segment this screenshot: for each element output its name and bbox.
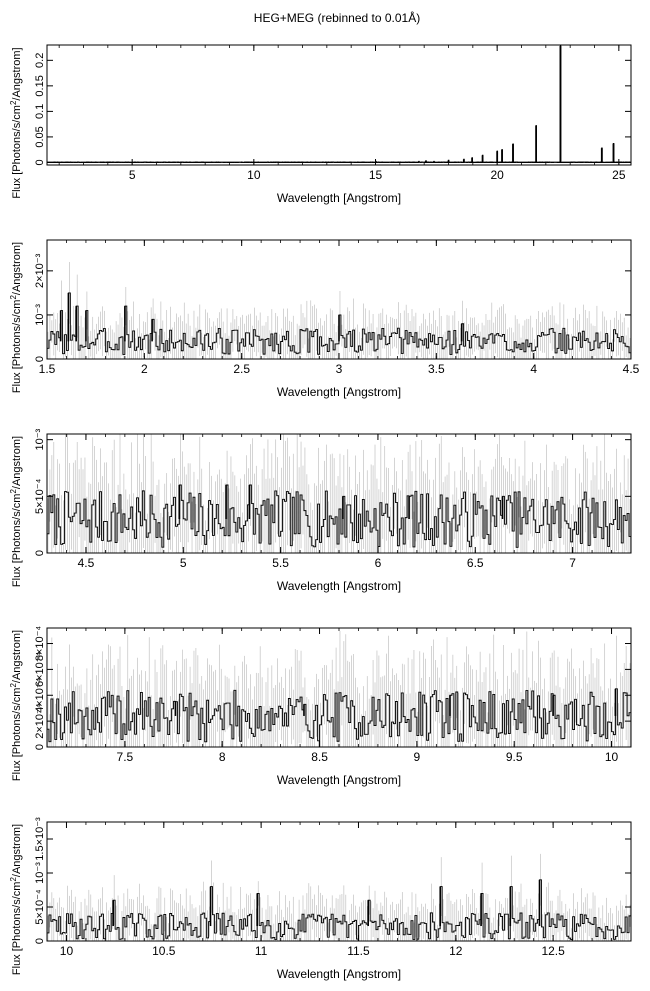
spectrum-panel-2 [9, 240, 640, 399]
x-tick-label: 2 [140, 362, 148, 376]
spectrum-trace [47, 689, 631, 742]
x-tick-label: 2.5 [233, 362, 251, 376]
y-tick-label: 0 [33, 159, 46, 166]
y-tick-label: 0.1 [34, 103, 47, 120]
x-tick-label: 9.5 [505, 750, 523, 764]
x-tick-label: 5 [128, 168, 136, 182]
x-tick-label: 25 [612, 168, 626, 182]
error-bars [48, 262, 630, 359]
spectrum-trace [47, 485, 631, 547]
x-tick-label: 8 [218, 750, 226, 764]
x-tick-label: 3 [335, 362, 343, 376]
spectrum-trace [47, 880, 631, 940]
x-tick-label: 10 [59, 944, 74, 958]
figure-title: HEG+MEG (rebinned to 0.01Å) [253, 11, 421, 25]
x-tick-label: 10.5 [152, 944, 176, 958]
x-axis-label: Wavelength [Angstrom] [276, 579, 402, 593]
x-axis-label: Wavelength [Angstrom] [276, 385, 402, 399]
x-tick-label: 4 [530, 362, 538, 376]
spectrum-trace [47, 46, 631, 162]
y-tick-label: 10⁻³ [33, 304, 46, 326]
y-tick-label: 5×10⁻⁴ [34, 889, 46, 925]
y-tick-label: 0.15 [34, 75, 47, 97]
x-axis-label: Wavelength [Angstrom] [276, 773, 402, 787]
error-bars [48, 854, 630, 941]
y-tick-label: 0 [34, 743, 46, 751]
x-tick-label: 7 [569, 556, 576, 570]
x-tick-label: 9 [413, 750, 421, 764]
y-tick-label: 6×10⁻⁴ [34, 651, 47, 688]
x-axis-label: Wavelength [Angstrom] [276, 967, 402, 981]
x-tick-label: 10 [247, 168, 261, 182]
y-tick-label: 2×10⁻³ [34, 253, 47, 288]
y-axis-label: Flux $[Photons/s/cm^2/Angstrom]$ [9, 823, 23, 976]
y-tick-label: 0.2 [33, 52, 46, 68]
x-tick-label: 8.5 [311, 750, 328, 764]
x-tick-label: 12 [449, 944, 463, 958]
spectrum-panels [9, 45, 640, 981]
x-axis-label: Wavelength [Angstrom] [276, 191, 402, 205]
y-tick-label: 1.5×10⁻³ [34, 817, 46, 861]
x-tick-label: 1.5 [38, 362, 56, 376]
x-tick-label: 4.5 [77, 556, 95, 570]
y-axis-label: Flux $[Photons/s/cm^2/Angstrom]$ [9, 47, 23, 199]
x-tick-label: 11 [254, 944, 268, 958]
y-tick-label: 0 [34, 937, 46, 945]
spectrum-panel-3 [9, 428, 631, 593]
y-tick-label: 5×10⁻⁴ [34, 478, 47, 514]
x-tick-label: 10 [604, 750, 619, 764]
x-tick-label: 6 [374, 556, 382, 570]
y-tick-label: 8×10⁻⁴ [34, 625, 47, 662]
x-tick-label: 20 [490, 168, 504, 182]
y-tick-label: 0 [34, 355, 46, 363]
spectrum-panel-1 [9, 45, 631, 205]
y-tick-label: 10⁻³ [34, 862, 46, 884]
y-tick-label: 0.05 [34, 126, 47, 148]
x-tick-label: 7.5 [116, 750, 134, 764]
y-axis-label: Flux $[Photons/s/cm^2/Angstrom]$ [9, 241, 23, 394]
y-tick-label: 2×10⁻⁴ [34, 703, 47, 739]
x-tick-label: 11.5 [347, 944, 370, 958]
x-tick-label: 3.5 [427, 362, 445, 376]
x-tick-label: 12.5 [541, 944, 565, 958]
x-tick-label: 4.5 [622, 362, 640, 376]
y-tick-label: 4×10⁻⁴ [34, 677, 47, 713]
x-tick-label: 15 [368, 168, 383, 182]
y-axis-label: Flux $[Photons/s/cm^2/Angstrom]$ [9, 629, 23, 782]
x-tick-label: 5.5 [272, 556, 289, 570]
y-axis-label: Flux $[Photons/s/cm^2/Angstrom]$ [9, 435, 23, 588]
y-tick-label: 0 [34, 549, 46, 557]
plot-frame [47, 45, 631, 165]
spectrum-panel-4 [9, 626, 631, 787]
x-tick-label: 5 [179, 556, 187, 570]
y-tick-label: 10⁻³ [33, 428, 46, 451]
x-tick-label: 6.5 [466, 556, 484, 570]
spectrum-panel-5 [9, 817, 631, 981]
